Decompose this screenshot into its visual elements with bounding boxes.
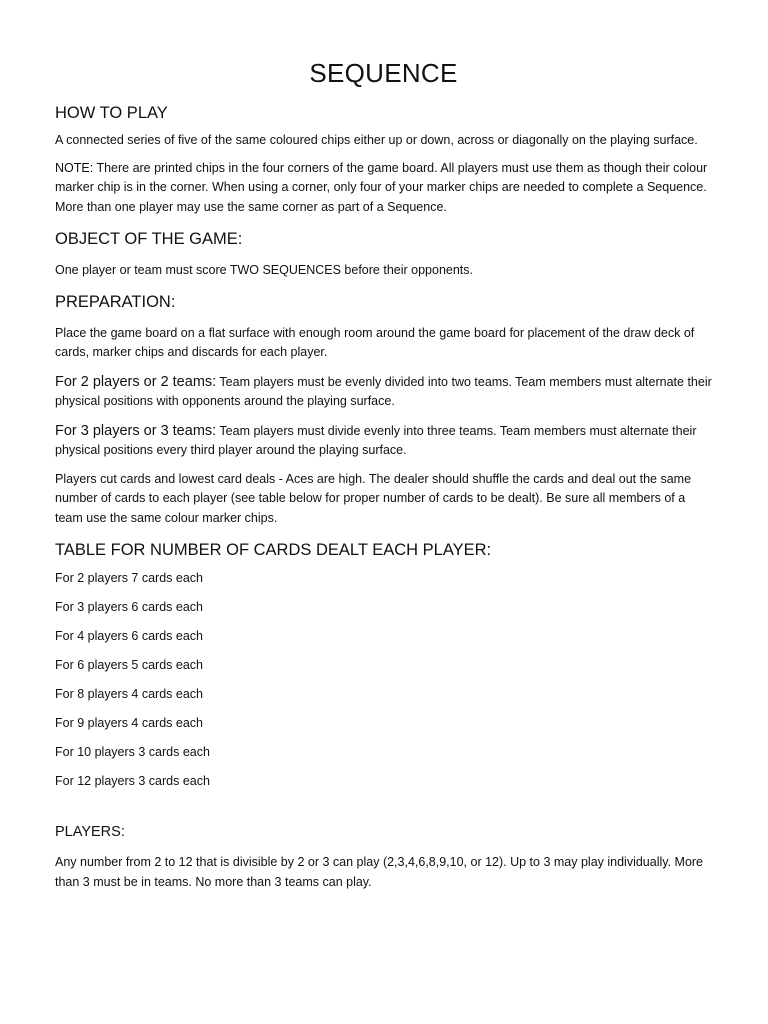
how-to-play-heading: HOW TO PLAY <box>55 104 168 122</box>
object-paragraph: One player or team must score TWO SEQUENCES before their opponents. <box>55 263 473 277</box>
object-heading: OBJECT OF THE GAME: <box>55 230 243 248</box>
table-heading: TABLE FOR NUMBER OF CARDS DEALT EACH PLAYER: <box>55 541 492 559</box>
players-paragraph: Any number from 2 to 12 that is divisible by 2 or 3 can play (2,3,4,6,8,9,10, or 12). Up to 3 may play individually. More than 3 must be in teams. No more than 3 teams can play. <box>55 855 704 889</box>
note-paragraph: NOTE: There are printed chips in the four corners of the game board. All players must use them as though their colour marker chip is in the corner. When using a corner, only four of your marker chips are needed to complete a Sequence. More than one player may use the same corner as part of a Sequence. <box>55 160 708 214</box>
list-item: For 8 players 4 cards each <box>55 687 203 701</box>
dealing-paragraph: Players cut cards and lowest card deals - Aces are high. The dealer should shuffle the cards and deal out the same number of cards to each player (see table below for proper number of cards to be dealt). Be sure all members of a team use the same colour marker chips. <box>55 471 692 525</box>
preparation-heading: PREPARATION: <box>55 292 176 311</box>
three-teams-paragraph <box>55 422 712 461</box>
preparation-paragraph: Place the game board on a flat surface with enough room around the game board for placement of the draw deck of cards, marker chips and discards for each player. <box>55 325 695 359</box>
document-title: SEQUENCE <box>309 58 458 88</box>
how-to-play-paragraph: A connected series of five of the same coloured chips either up or down, across or diagonally on the playing surface. <box>55 133 698 147</box>
list-item: For 4 players 6 cards each <box>55 629 203 643</box>
list-item: For 6 players 5 cards each <box>55 658 203 672</box>
list-item: For 12 players 3 cards each <box>55 774 210 788</box>
list-item: For 3 players 6 cards each <box>55 600 203 614</box>
three-teams-text: Team players must divide evenly into three teams. Team members must alternate their physical positions every third player around the playing surface. <box>55 423 697 457</box>
two-teams-paragraph <box>55 373 712 412</box>
players-heading: PLAYERS: <box>55 824 125 840</box>
two-teams-lead: For 2 players or 2 teams: <box>55 373 217 390</box>
list-item: For 10 players 3 cards each <box>55 745 210 759</box>
list-item: For 9 players 4 cards each <box>55 716 203 730</box>
three-teams-lead: For 3 players or 3 teams: <box>55 422 217 439</box>
two-teams-text: Team players must be evenly divided into two teams. Team members must alternate their physical positions with opponents around the playing surface. <box>55 374 712 408</box>
list-item: For 2 players 7 cards each <box>55 571 203 585</box>
cards-table-list <box>55 569 712 801</box>
